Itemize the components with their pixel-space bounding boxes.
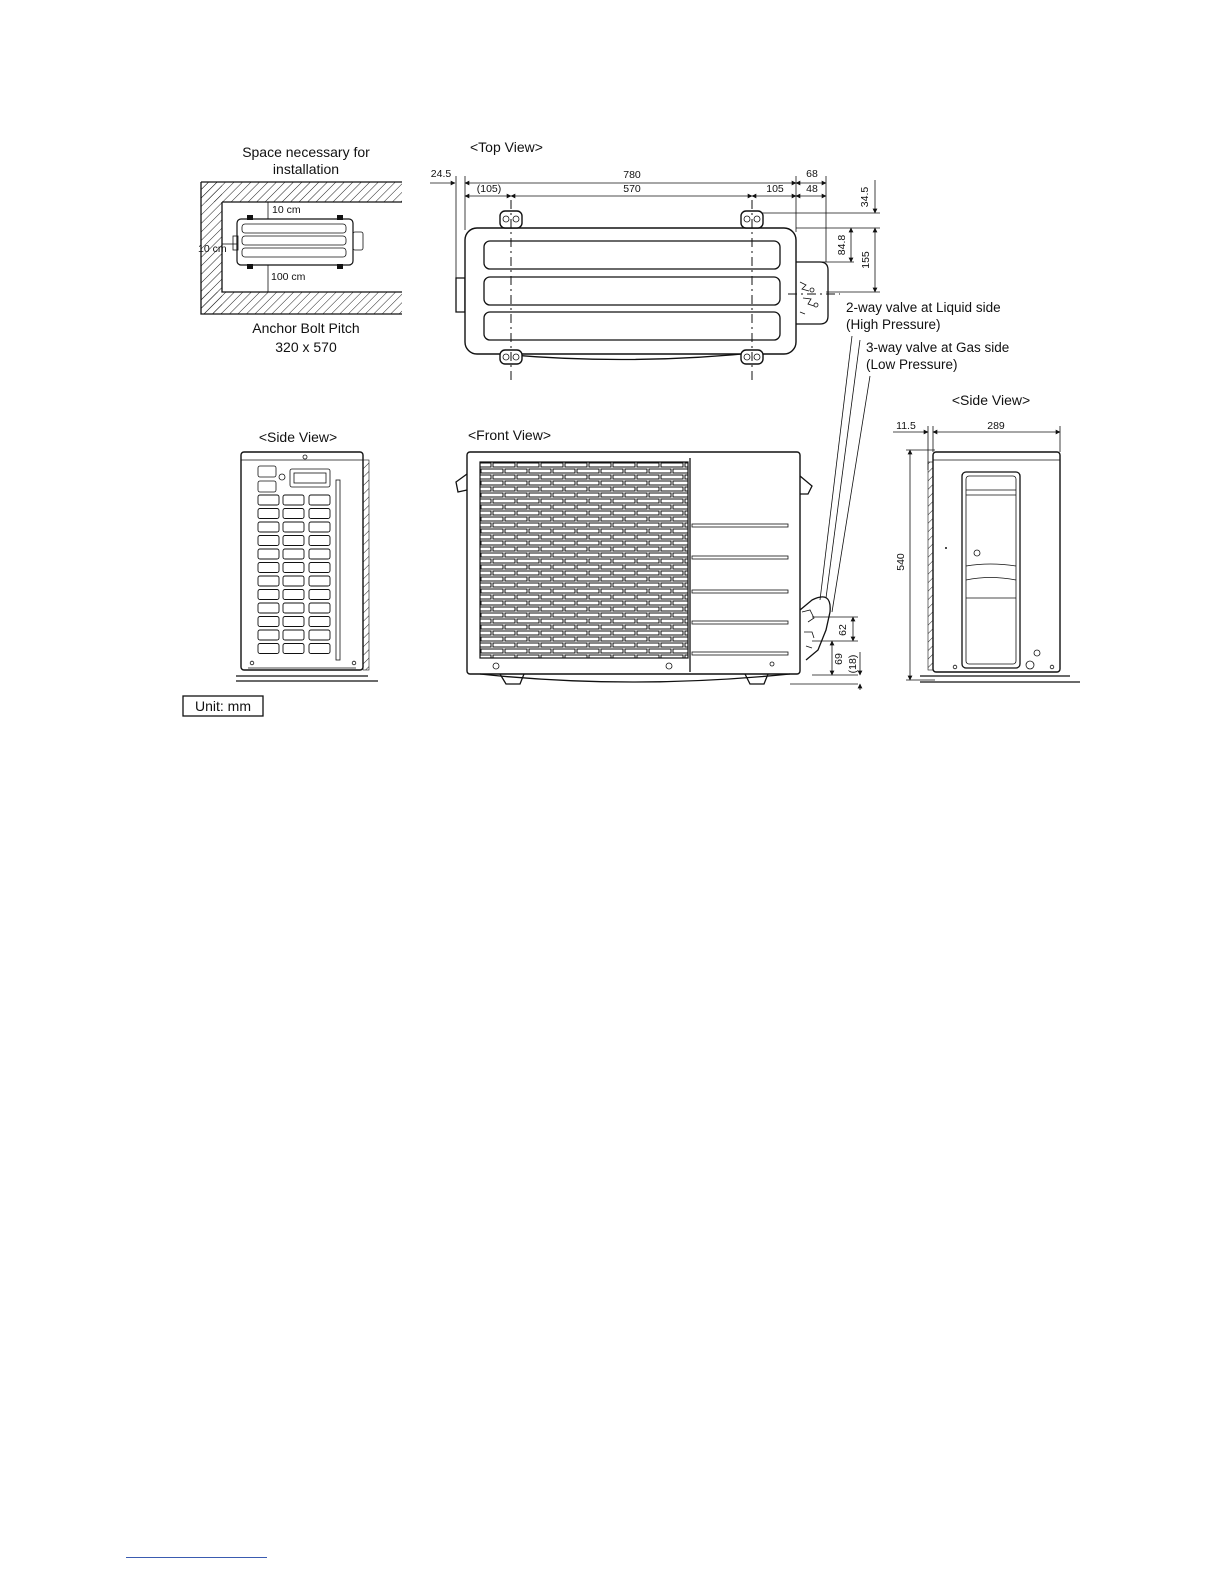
- dim-289: 289: [987, 420, 1005, 432]
- unit-top-outline: [456, 200, 840, 380]
- installation-space-diagram: [198, 144, 402, 355]
- leader-gas-valve: [832, 376, 870, 612]
- leader-liquid-valve: [820, 336, 852, 600]
- anchor-bolt-value: 320 x 570: [275, 339, 337, 355]
- anchor-bolt-title: Anchor Bolt Pitch: [252, 320, 360, 336]
- dim-48: 48: [806, 183, 818, 195]
- dim-105-paren: (105): [476, 183, 502, 195]
- dim-11-5: 11.5: [896, 420, 916, 432]
- front-view-title: <Front View>: [468, 427, 552, 443]
- dim-62: 62: [837, 624, 849, 636]
- valve-gas-line1: 3-way valve at Gas side: [866, 340, 1010, 355]
- footnote-separator: [126, 1557, 267, 1558]
- dim-105: 105: [766, 183, 784, 195]
- install-title-line1: Space necessary for: [242, 144, 370, 160]
- dim-68: 68: [806, 168, 818, 180]
- valve-gas-line2: (Low Pressure): [866, 357, 958, 372]
- dim-84-8: 84.8: [836, 234, 848, 256]
- top-view-title: <Top View>: [470, 139, 543, 155]
- side-view-right-diagram: [893, 392, 1080, 682]
- dim-24-5: 24.5: [430, 168, 452, 180]
- valve-liquid-line2: (High Pressure): [846, 317, 941, 332]
- unit-label-box: [183, 696, 263, 716]
- dim-155: 155: [860, 251, 872, 269]
- side-view-left-title: <Side View>: [258, 429, 338, 445]
- dim-540: 540: [895, 553, 907, 571]
- dim-69: 69: [833, 653, 845, 665]
- side-view-right-title: <Side View>: [951, 392, 1031, 408]
- clearance-front-label: 100 cm: [271, 271, 306, 283]
- unit-label: Unit: mm: [195, 698, 251, 714]
- dim-570: 570: [623, 183, 641, 195]
- valve-liquid-line1: 2-way valve at Liquid side: [846, 300, 1001, 315]
- clearance-left-label: 10 cm: [198, 243, 227, 255]
- dim-18: (18): [847, 654, 859, 674]
- dim-780: 780: [623, 169, 641, 181]
- install-title-line2: installation: [272, 161, 340, 177]
- side-view-left-diagram: [236, 429, 378, 681]
- front-view-diagram: [456, 427, 860, 690]
- clearance-top-label: 10 cm: [272, 204, 301, 216]
- dim-34-5: 34.5: [859, 186, 871, 208]
